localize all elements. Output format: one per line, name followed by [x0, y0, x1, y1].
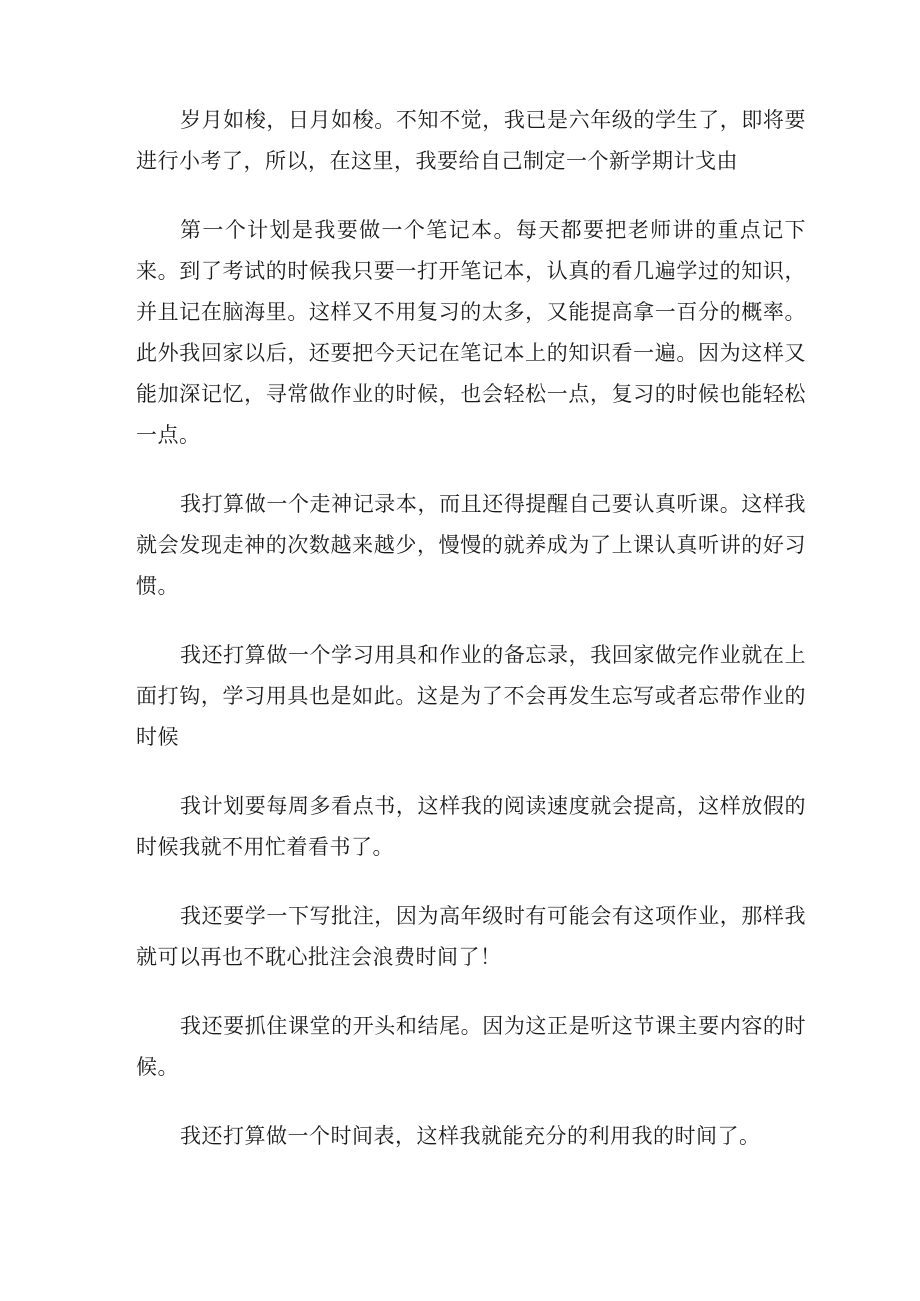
paragraph: 我还要学一下写批注，因为高年级时有可能会有这项作业，那样我就可以再也不耽心批注会浪费时间了！ [136, 904, 806, 969]
paragraph: 我计划要每周多看点书，这样我的阅读速度就会提高，这样放假的时候我就不用忙着看书了。 [136, 794, 806, 859]
paragraph: 我还打算做一个时间表，这样我就能充分的利用我的时间了。 [180, 1124, 761, 1148]
paragraph: 我还要抓住课堂的开头和结尾。因为这正是听这节课主要内容的时候。 [136, 1014, 806, 1079]
document-body [136, 100, 806, 1185]
paragraph: 第一个计划是我要做一个笔记本。每天都要把老师讲的重点记下来。到了考试的时候我只要一打开笔记本，认真的看几遍学过的知识，并且记在脑海里。这样又不用复习的太多，又能提高拿一百分的概率。此外我回家以后，还要把今天记在笔记本上的知识看一遍。因为这样又能加深记忆，寻常做作业的时候，也会轻松一点，复习的时候也能轻松一点。 [136, 218, 806, 447]
paragraph: 我还打算做一个学习用具和作业的备忘录，我回家做完作业就在上面打钩，学习用具也是如此。这是为了不会再发生忘写或者忘带作业的时候 [136, 643, 806, 749]
paragraph: 岁月如梭，日月如梭。不知不觉，我已是六年级的学生了，即将要进行小考了，所以，在这里，我要给自己制定一个新学期计戈由 [136, 108, 806, 173]
paragraph: 我打算做一个走神记录本，而且还得提醒自己要认真听课。这样我就会发现走神的次数越来越少，慢慢的就养成为了上课认真听讲的好习惯。 [136, 492, 806, 598]
